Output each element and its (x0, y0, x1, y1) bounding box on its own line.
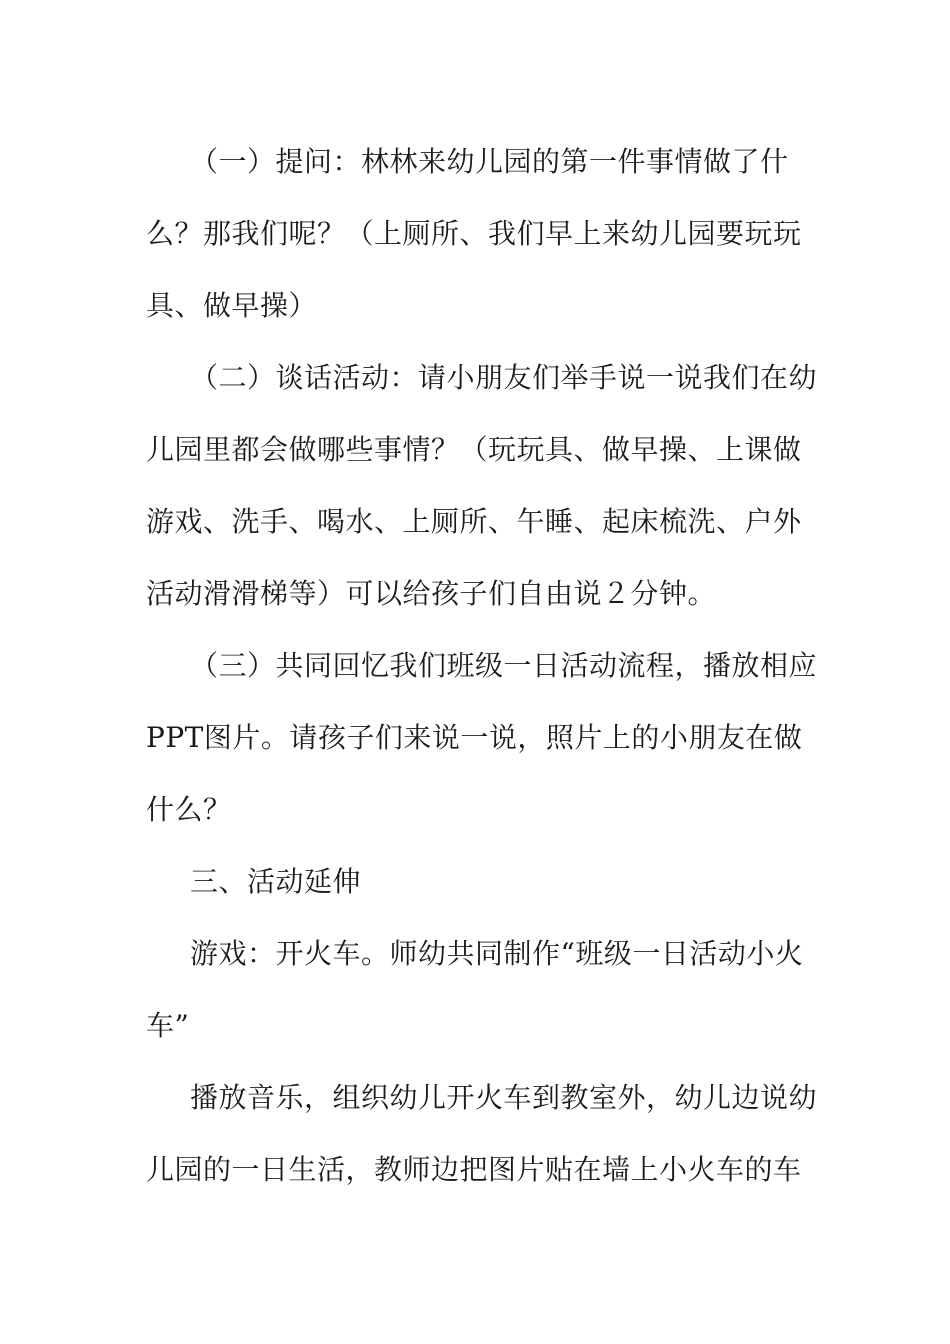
paragraph-talk-activity: （二）谈话活动：请小朋友们举手说一说我们在幼儿园里都会做哪些事情？（玩玩具、做早操、上课做游戏、洗手、喝水、上厕所、午睡、起床梳洗、户外活动滑滑梯等）可以给孩子们自由说２分钟。 (146, 361, 818, 610)
paragraph-music-train: 播放音乐，组织幼儿开火车到教室外，幼儿边说幼儿园的一日生活，教师边把图片贴在墙上小火车的车 (146, 1081, 818, 1186)
paragraph-game: 游戏：开火车。师幼共同制作“班级一日活动小火车” (146, 937, 804, 1042)
paragraph-question: （一）提问：林林来幼儿园的第一件事情做了什么？那我们呢？（上厕所、我们早上来幼儿园要玩玩具、做早操） (146, 145, 802, 322)
paragraph-recall-process: （三）共同回忆我们班级一日活动流程，播放相应PPT图片。请孩子们来说一说，照片上的小朋友在做什么？ (146, 649, 818, 826)
section-heading-extension: 三、活动延伸 (190, 865, 362, 898)
document-body (146, 126, 826, 1206)
